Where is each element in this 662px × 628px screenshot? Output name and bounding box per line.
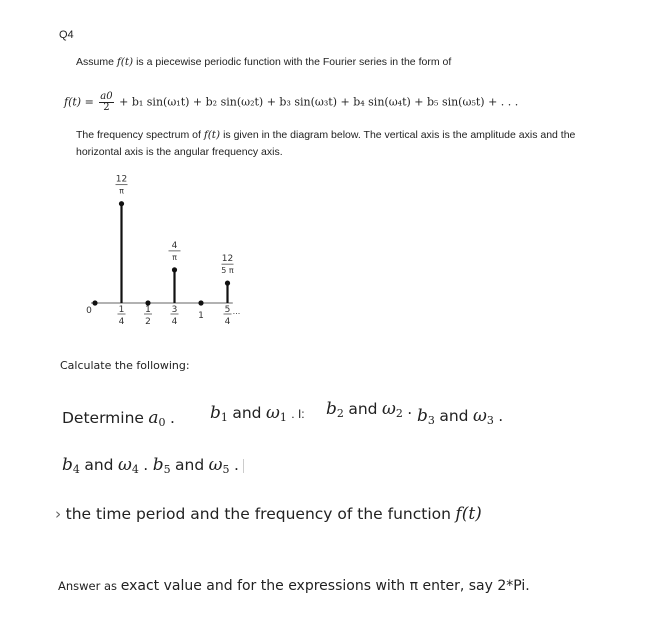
determine-label: Determine	[62, 409, 144, 427]
amplitude-label-den-3: π	[172, 252, 177, 262]
fragment-text: . I:	[291, 407, 305, 421]
b2-symbol: b2	[326, 399, 344, 420]
dot-3: .	[498, 407, 504, 425]
stem-point-3	[172, 267, 177, 272]
task-line-1	[62, 408, 175, 428]
amplitude-label-num-5: 12	[221, 254, 234, 265]
task-b2-w2	[326, 399, 412, 419]
x-tick-suffix-4: ...	[232, 307, 241, 316]
formula-frac-den: 2	[103, 102, 110, 113]
x-tick-den-4: 4	[224, 317, 231, 327]
b5-symbol: b5	[152, 455, 171, 476]
formula-terms: + b₁ sin(ω₁t) + b₂ sin(ω₂t) + b₃ sin(ω₃t) + b₄ sin(ω₄t) + b₅ sin(ω₅t) + . . .	[119, 95, 519, 109]
x-tick-den-2: 4	[171, 317, 178, 327]
w4-symbol: ω4	[117, 455, 139, 476]
b3-symbol: b3	[417, 406, 435, 427]
amplitude-label-den-1: π	[119, 186, 124, 196]
formula-lhs: f(t) =	[64, 95, 94, 109]
dot-2: .	[407, 400, 413, 418]
w2-symbol: ω2	[381, 399, 403, 420]
amplitude-label-num-1: 12	[115, 174, 128, 185]
formula-frac-num: a0	[100, 91, 113, 102]
calc-title: Calculate the following:	[60, 359, 190, 372]
question-number: Q4	[59, 29, 74, 41]
spectrum-prefix: The frequency spectrum of	[76, 129, 201, 141]
origin-label: 0	[86, 306, 92, 316]
x-tick-num-0: 1	[118, 305, 125, 315]
dot-4: .	[143, 456, 149, 474]
spectrum-func: f(t)	[203, 129, 221, 141]
and-1: and	[232, 404, 262, 422]
b1-symbol: b1	[210, 403, 228, 424]
and-2: and	[348, 400, 378, 418]
x-tick-den-0: 4	[118, 317, 125, 327]
and-4: and	[84, 456, 114, 474]
task-b3-w3	[417, 406, 503, 426]
intro-suffix: is a piecewise periodic function with the Fourier series in the form of	[136, 56, 452, 68]
spectrum-text-line2: horizontal axis is the angular frequency axis.	[76, 146, 283, 158]
x-tick-label-3: 1	[198, 311, 204, 321]
task-line-3	[55, 504, 482, 524]
and-5: and	[175, 456, 205, 474]
answer-instruction	[58, 578, 530, 594]
b4-symbol: b4	[62, 455, 80, 476]
x-tick-num-4: 5	[224, 305, 231, 315]
text-cursor	[243, 459, 244, 473]
dot-1: .	[170, 409, 175, 427]
and-3: and	[439, 407, 469, 425]
amplitude-label-num-3: 4	[171, 240, 178, 251]
time-period-text: the time period and the frequency of the function	[65, 505, 451, 523]
w1-symbol: ω1	[265, 403, 287, 424]
task-b1-w1	[210, 403, 305, 423]
intro-prefix: Assume	[76, 56, 114, 68]
answer-body: exact value and for the expressions with π enter, say 2*Pi.	[120, 578, 530, 594]
answer-prefix: Answer as	[58, 579, 118, 593]
bullet-fragment: ›	[55, 505, 62, 523]
x-tick-num-1: 1	[145, 305, 151, 315]
a0-symbol: a0	[148, 408, 166, 429]
w3-symbol: ω3	[472, 406, 494, 427]
stem-point-5	[225, 281, 230, 286]
amplitude-label-den-5: 5 π	[221, 266, 234, 276]
x-tick-num-2: 3	[171, 305, 178, 315]
dot-5: .	[233, 456, 239, 474]
intro-func: f(t)	[116, 56, 134, 68]
w5-symbol: ω5	[208, 455, 230, 476]
time-period-func: f(t)	[455, 504, 482, 524]
stem-point-0	[92, 300, 97, 305]
stem-point-1	[119, 201, 124, 206]
spectrum-suffix: is given in the diagram below. The vertical axis is the amplitude axis and the	[223, 129, 576, 141]
x-tick-den-1: 2	[145, 317, 151, 327]
stem-point-4	[198, 300, 203, 305]
task-line-2	[62, 455, 244, 475]
